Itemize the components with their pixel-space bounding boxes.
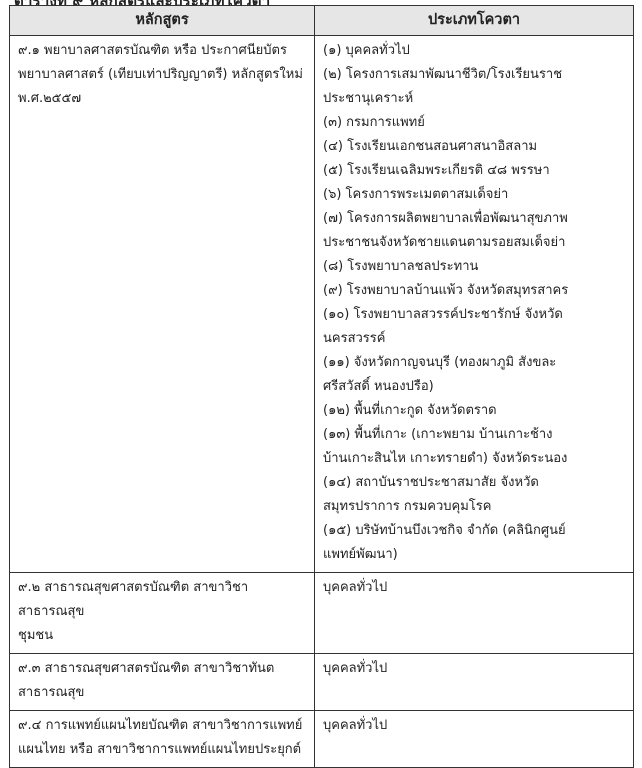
quota-line: (๑๕) บริษัทบ้านบึงเวชกิจ จำกัด (คลินิกศูนย์ <box>323 523 566 538</box>
course-line: พ.ศ.๒๕๕๗ <box>18 91 82 106</box>
quota-line: (๑๓) พื้นที่เกาะ (เกาะพยาม บ้านเกาะช้าง <box>323 427 553 442</box>
quota-line: (๒) โครงการเสมาพัฒนาชีวิต/โรงเรียนราช <box>323 67 563 82</box>
course-line: ๙.๔ การแพทย์แผนไทยบัณฑิต สาขาวิชาการแพทย์ <box>18 718 303 733</box>
course-line: ๙.๒ สาธารณสุขศาสตรบัณฑิต สาขาวิชาสาธารณสุข <box>18 580 249 619</box>
quota-line: บุคคลทั่วไป <box>323 580 388 595</box>
course-cell <box>10 654 315 711</box>
quota-cell <box>315 654 634 711</box>
quota-line: (๖) โครงการพระเมตตาสมเด็จย่า <box>323 187 509 202</box>
quota-line: (๑๒) พื้นที่เกาะกูด จังหวัดตราด <box>323 403 497 418</box>
course-cell <box>10 36 315 573</box>
quota-line: บ้านเกาะสินไห เกาะทรายดำ) จังหวัดระนอง <box>323 451 568 466</box>
table-row <box>10 36 634 573</box>
course-line: สาธารณสุข <box>18 685 85 700</box>
quota-line: บุคคลทั่วไป <box>323 661 388 676</box>
quota-line: (๕) โรงเรียนเฉลิมพระเกียรติ ๔๘ พรรษา <box>323 163 550 178</box>
quota-cell <box>315 711 634 768</box>
header-quota-type: ประเภทโควตา <box>315 6 634 36</box>
quota-line: (๔) โรงเรียนเอกชนสอนศาสนาอิสลาม <box>323 139 538 154</box>
header-row <box>10 6 634 36</box>
table-row <box>10 654 634 711</box>
quota-line: บุคคลทั่วไป <box>323 718 388 733</box>
quota-line: (๑๔) สถาบันราชประชาสมาสัย จังหวัด <box>323 475 539 490</box>
quota-line: (๑๐) โรงพยาบาลสวรรค์ประชารักษ์ จังหวัด <box>323 307 563 322</box>
quota-line: (๓) กรมการแพทย์ <box>323 115 425 130</box>
quota-line: ศรีสวัสดิ์ หนองปรือ) <box>323 379 434 394</box>
quota-line: (๑๑) จังหวัดกาญจนบุรี (ทองผาภูมิ สังขละ <box>323 355 557 370</box>
course-cell <box>10 711 315 768</box>
header-course: หลักสูตร <box>10 6 315 36</box>
table-row <box>10 711 634 768</box>
course-line: ๙.๑ พยาบาลศาสตรบัณฑิต หรือ ประกาศนียบัตร <box>18 43 287 58</box>
quota-line: ประชานุเคราะห์ <box>323 91 414 106</box>
quota-cell <box>315 573 634 654</box>
quota-line: นครสวรรค์ <box>323 331 386 346</box>
quota-line: สมุทรปราการ กรมควบคุมโรค <box>323 499 492 514</box>
course-line: แผนไทย หรือ สาขาวิชาการแพทย์แผนไทยประยุกต์ <box>18 742 302 757</box>
quota-line: (๗) โครงการผลิตพยาบาลเพื่อพัฒนาสุขภาพ <box>323 211 568 226</box>
course-line: พยาบาลศาสตร์ (เทียบเท่าปริญญาตรี) หลักสูตรใหม่ <box>18 67 303 82</box>
table-row <box>10 573 634 654</box>
quota-line: แพทย์พัฒนา) <box>323 547 398 562</box>
quota-line: (๙) โรงพยาบาลบ้านแพ้ว จังหวัดสมุทรสาคร <box>323 283 569 298</box>
quota-line: (๘) โรงพยาบาลชลประทาน <box>323 259 479 274</box>
quota-line: (๑) บุคคลทั่วไป <box>323 43 410 58</box>
quota-line: ประชาชนจังหวัดชายแดนตามรอยสมเด็จย่า <box>323 235 566 250</box>
quota-cell <box>315 36 634 573</box>
course-quota-table <box>9 5 634 768</box>
course-line: ชุมชน <box>18 628 54 643</box>
course-line: ๙.๓ สาธารณสุขศาสตรบัณฑิต สาขาวิชาทันต <box>18 661 275 676</box>
course-cell <box>10 573 315 654</box>
